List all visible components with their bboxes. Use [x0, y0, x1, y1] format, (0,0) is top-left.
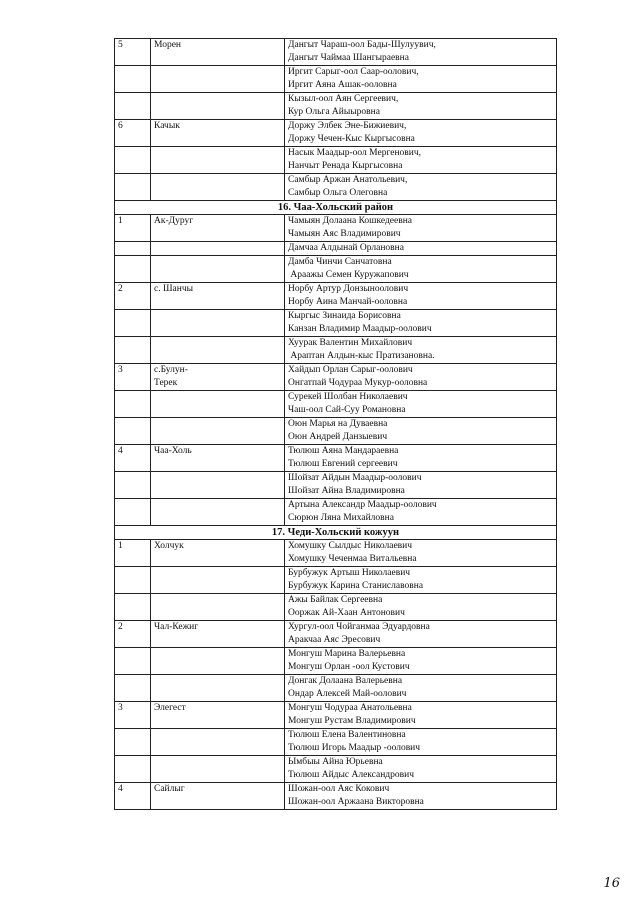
row-number-cell	[115, 675, 151, 702]
row-number-cell	[115, 242, 151, 256]
person-name: Ымбыы Айна Юрьевна	[288, 757, 383, 767]
table-row	[115, 499, 557, 526]
person-name: Самбыр Аржан Анатольевич,	[288, 175, 408, 185]
row-number-cell	[115, 567, 151, 594]
settlement-cell: Ак-Дуруг	[151, 215, 285, 242]
settlement-cell	[151, 418, 285, 445]
person-name: Доржу Чечен-Кыс Кыргысовна	[288, 134, 415, 144]
table-row	[115, 391, 557, 418]
settlement-cell: Морен	[151, 39, 285, 66]
row-number-cell	[115, 729, 151, 756]
table-row	[115, 567, 557, 594]
family-cell	[285, 621, 557, 648]
family-cell	[285, 215, 557, 242]
person-name: Ажы Байлак Сергеевна	[288, 595, 383, 605]
family-cell	[285, 783, 557, 810]
settlement-cell: Элегест	[151, 702, 285, 729]
table-row	[115, 621, 557, 648]
table-row	[115, 756, 557, 783]
person-name: Хургул-оол Чойганмаа Эдуардовна	[288, 622, 430, 632]
settlement-cell	[151, 66, 285, 93]
family-cell	[285, 391, 557, 418]
settlement-cell	[151, 93, 285, 120]
person-name: Шойзат Айна Владимировна	[288, 486, 405, 496]
person-name: Тюлюш Игорь Маадыр -оолович	[288, 743, 421, 753]
family-cell	[285, 702, 557, 729]
person-name: Канзан Владимир Маадыр-оолович	[288, 324, 432, 334]
person-name: Оюн Андрей Данзыевич	[288, 432, 388, 442]
row-number-cell	[115, 648, 151, 675]
settlement-cell: с. Шанчы	[151, 283, 285, 310]
person-name: Дамчаа Алдынай Орлановна	[288, 243, 404, 253]
table-row	[115, 215, 557, 242]
person-name: Ондар Алексей Май-оолович	[288, 689, 407, 699]
table-row	[115, 147, 557, 174]
row-number-cell: 4	[115, 445, 151, 472]
table-row	[115, 174, 557, 201]
person-name: Шожан-оол Аржаана Викторовна	[288, 797, 424, 807]
person-name: Тюлюш Айдыс Александрович	[288, 770, 414, 780]
row-number-cell	[115, 147, 151, 174]
row-number-cell: 1	[115, 540, 151, 567]
table-row	[115, 445, 557, 472]
settlement-cell: с.Булун- Терек	[151, 364, 285, 391]
family-cell	[285, 756, 557, 783]
row-number-cell	[115, 66, 151, 93]
row-number-cell: 6	[115, 120, 151, 147]
settlement-cell	[151, 648, 285, 675]
person-name: Бурбужук Артыш Николаевич	[288, 568, 411, 578]
person-name: Монгуш Марина Валерьевна	[288, 649, 406, 659]
person-name: Хайдып Орлан Сарыг-оолович	[288, 365, 413, 375]
person-name: Иргит Аяна Ашак-ооловна	[288, 80, 397, 90]
settlement-cell: Холчук	[151, 540, 285, 567]
person-name: Хуурак Валентин Михайлович	[288, 338, 413, 348]
table-row	[115, 675, 557, 702]
settlement-cell	[151, 567, 285, 594]
family-cell	[285, 242, 557, 256]
person-name: Оюн Марья на Дуваевна	[288, 419, 388, 429]
family-cell	[285, 337, 557, 364]
table-row	[115, 256, 557, 283]
person-name: Норбу Аина Манчай-ооловна	[288, 297, 408, 307]
person-name: Хомушку Чеченмаа Витальевна	[288, 554, 417, 564]
table-row	[115, 648, 557, 675]
row-number-cell	[115, 499, 151, 526]
settlement-cell	[151, 147, 285, 174]
person-name: Шойзат Айдын Маадыр-оолович	[288, 473, 422, 483]
row-number-cell: 1	[115, 215, 151, 242]
family-cell	[285, 418, 557, 445]
table-row	[115, 310, 557, 337]
section-title: 16. Чаа-Хольский район	[115, 201, 557, 215]
table-row	[115, 66, 557, 93]
person-name: Араажы Семен Куружапович	[288, 270, 409, 280]
table-row	[115, 540, 557, 567]
row-number-cell	[115, 391, 151, 418]
row-number-cell: 3	[115, 702, 151, 729]
settlement-cell: Чаа-Холь	[151, 445, 285, 472]
family-cell	[285, 283, 557, 310]
person-name: Сюрюн Ляна Михайловна	[288, 513, 394, 523]
person-name: Бурбужук Карина Станиславовна	[288, 581, 424, 591]
person-name: Дангыт Чараш-оол Бады-Шулуувич,	[288, 40, 436, 50]
page-number: 16	[603, 876, 620, 891]
table-row	[115, 729, 557, 756]
family-cell	[285, 39, 557, 66]
family-cell	[285, 147, 557, 174]
person-name: Нанчыт Ренада Кыргысовна	[288, 161, 403, 171]
settlement-cell	[151, 472, 285, 499]
row-number-cell: 4	[115, 783, 151, 810]
person-name: Шожан-оол Аяс Кокович	[288, 784, 390, 794]
person-name: Чамыян Аяс Владимирович	[288, 229, 401, 239]
table-row	[115, 418, 557, 445]
settlement-cell	[151, 242, 285, 256]
person-name: Тюлюш Евгений сергеевич	[288, 459, 398, 469]
family-cell	[285, 66, 557, 93]
settlement-cell	[151, 337, 285, 364]
family-cell	[285, 256, 557, 283]
row-number-cell: 5	[115, 39, 151, 66]
table-row	[115, 364, 557, 391]
settlement-cell	[151, 756, 285, 783]
family-cell	[285, 445, 557, 472]
settlement-cell	[151, 256, 285, 283]
family-cell	[285, 472, 557, 499]
settlement-cell: Чал-Кежиг	[151, 621, 285, 648]
person-name: Хомушку Сылдыс Николаевич	[288, 541, 413, 551]
person-name: Самбыр Ольга Олеговна	[288, 188, 388, 198]
person-name: Монгуш Рустам Владимирович	[288, 716, 416, 726]
section-title: 17. Чеди-Хольский кожуун	[115, 526, 557, 540]
table-row	[115, 39, 557, 66]
settlement-cell: Сайлыг	[151, 783, 285, 810]
table-row	[115, 120, 557, 147]
row-number-cell	[115, 93, 151, 120]
settlement-cell	[151, 499, 285, 526]
person-name: Дамба Чинчи Санчатовна	[288, 257, 392, 267]
table-row	[115, 594, 557, 621]
person-name: Кур Ольга Айыыровна	[288, 107, 380, 117]
person-name: Чамыян Долаана Кошкедеевна	[288, 216, 413, 226]
section-header-row	[115, 526, 557, 540]
row-number-cell	[115, 594, 151, 621]
person-name: Араптан Алдын-кыс Пратизановна.	[288, 351, 435, 361]
family-cell	[285, 120, 557, 147]
family-cell	[285, 675, 557, 702]
person-name: Монгуш Орлан -оол Кустович	[288, 662, 410, 672]
table-row	[115, 283, 557, 310]
family-cell	[285, 364, 557, 391]
family-cell	[285, 499, 557, 526]
family-cell	[285, 174, 557, 201]
row-number-cell	[115, 337, 151, 364]
person-name: Норбу Артур Донзыноолович	[288, 284, 409, 294]
table-row	[115, 472, 557, 499]
person-name: Онгатпай Чодураа Мукур-ооловна	[288, 378, 428, 388]
row-number-cell: 3	[115, 364, 151, 391]
row-number-cell	[115, 310, 151, 337]
row-number-cell	[115, 418, 151, 445]
settlement-cell	[151, 391, 285, 418]
person-name: Чаш-оол Сай-Суу Романовна	[288, 405, 406, 415]
person-name: Кызыл-оол Аян Сергеевич,	[288, 94, 399, 104]
family-cell	[285, 310, 557, 337]
family-cell	[285, 648, 557, 675]
person-name: Аракчаа Аяс Эресович	[288, 635, 381, 645]
family-cell	[285, 729, 557, 756]
table-row	[115, 702, 557, 729]
person-name: Монгуш Чодураа Анатольевна	[288, 703, 412, 713]
family-cell	[285, 594, 557, 621]
settlement-cell	[151, 594, 285, 621]
person-name: Дангыт Чаймаа Шангыраевна	[288, 53, 409, 63]
settlement-cell	[151, 174, 285, 201]
families-table	[114, 38, 557, 810]
table-row	[115, 242, 557, 256]
person-name: Ооржак Ай-Хаан Антонович	[288, 608, 405, 618]
table-row	[115, 783, 557, 810]
family-cell	[285, 93, 557, 120]
families-table-body	[115, 39, 557, 810]
row-number-cell: 2	[115, 621, 151, 648]
person-name: Артына Александр Маадыр-оолович	[288, 500, 437, 510]
person-name: Сурекей Шолбан Николаевич	[288, 392, 408, 402]
row-number-cell	[115, 174, 151, 201]
settlement-cell	[151, 310, 285, 337]
table-row	[115, 337, 557, 364]
person-name: Доржу Элбек Эне-Бижиевич,	[288, 121, 407, 131]
row-number-cell	[115, 472, 151, 499]
section-header-row	[115, 201, 557, 215]
person-name: Тюлюш Аяна Мандараевна	[288, 446, 399, 456]
person-name: Донгак Долаана Валерьевна	[288, 676, 403, 686]
row-number-cell: 2	[115, 283, 151, 310]
family-cell	[285, 540, 557, 567]
settlement-cell	[151, 675, 285, 702]
person-name: Насык Маадыр-оол Мергенович,	[288, 148, 421, 158]
person-name: Кыргыс Зинаида Борисовна	[288, 311, 401, 321]
row-number-cell	[115, 756, 151, 783]
settlement-cell: Качык	[151, 120, 285, 147]
family-cell	[285, 567, 557, 594]
table-row	[115, 93, 557, 120]
person-name: Иргит Сарыг-оол Саар-оолович,	[288, 67, 419, 77]
row-number-cell	[115, 256, 151, 283]
settlement-cell	[151, 729, 285, 756]
person-name: Тюлюш Елена Валентиновна	[288, 730, 406, 740]
